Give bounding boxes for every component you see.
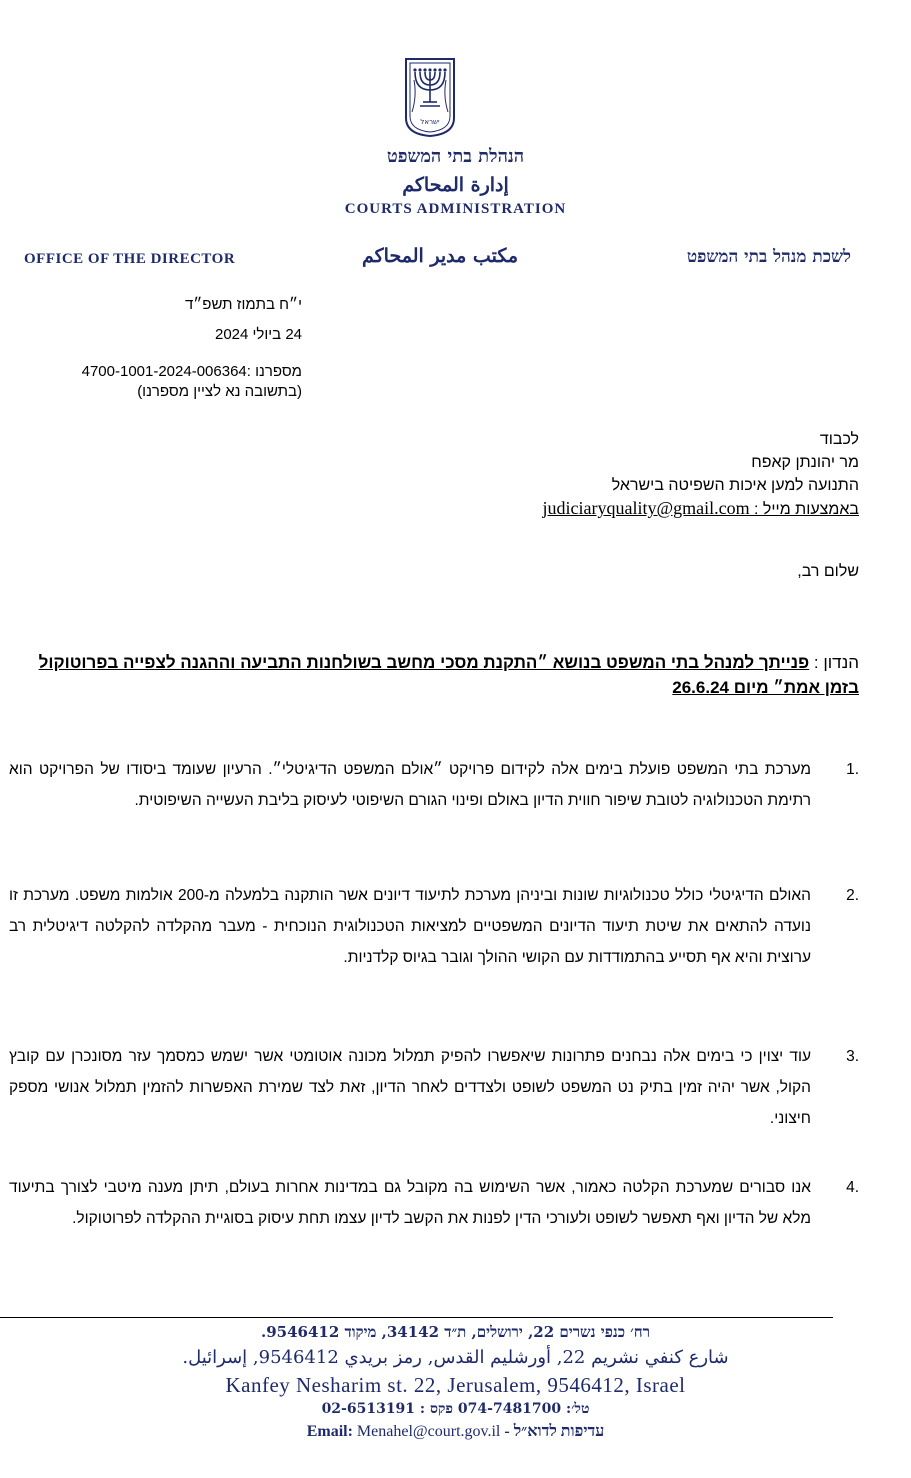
greeting: שלום רב, (797, 563, 859, 580)
org-name-arabic: إدارة المحاكم (402, 174, 509, 196)
footer-address-arabic: شارع كنفي نشريم 22, أورشليم القدس, رمز بريدي 9546412, إسرائيل. (182, 1347, 729, 1368)
footer-phones: טל׳: 074-7481700 פקס : 02-6513191 (321, 1401, 590, 1417)
via-email-label: באמצעות מייל : (754, 501, 859, 518)
subject-label: הנדון : (813, 653, 859, 672)
office-name-hebrew: לשכת מנהל בתי המשפט (686, 247, 851, 267)
paragraph-number: .2 (846, 887, 859, 904)
footer-email-prefix: עדיפות לדוא״ל - (504, 1423, 605, 1440)
recipient-email-link[interactable]: judiciaryquality@gmail.com (542, 498, 750, 518)
paragraph-3 (9, 1041, 859, 1134)
menorah-emblem-icon (403, 56, 457, 138)
office-name-arabic: مكتب مدير المحاكم (361, 245, 518, 267)
office-name-english: OFFICE OF THE DIRECTOR (24, 251, 236, 267)
svg-text:ישראל: ישראל (420, 118, 440, 126)
paragraph-text: מערכת בתי המשפט פועלת בימים אלה לקידום פרויקט ״אולם המשפט הדיגיטלי״. הרעיון שעומד ביסודו של הפרויקט הוא רתימת הטכנולוגיה לטובת שיפור חווית הדיון באולם ופינוי הגורם השיפוטי לעיסוק בליבת העשייה השיפוטית. (9, 761, 811, 809)
footer-address-english: Kanfey Nesharim st. 22, Jerusalem, 9546412, Israel (225, 1373, 686, 1397)
letter-date (185, 290, 302, 350)
recipient-block (543, 428, 859, 521)
org-name-english: COURTS ADMINISTRATION (344, 201, 567, 217)
paragraph-1 (9, 754, 859, 816)
paragraph-text: אנו סבורים שמערכת הקלטה כאמור, אשר השימוש בה מקובל גם במדינות אחרות בעולם, תיתן מענה מיטבי לצורך בתיעוד מלא של הדיון ואף תאפשר לשופט ולעורכי הדין לפנות את הקשב לדיון עצמו תחת עיסוק בסוגיית ההקלדה לפרוטוקול. (9, 1179, 811, 1227)
state-emblem (403, 56, 457, 138)
footer-address-hebrew: רח׳ כנפי נשרים 22, ירושלים, ת״ד 34142, מיקוד 9546412. (260, 1323, 651, 1341)
hebrew-date: י״ח בתמוז תשפ״ד (184, 296, 302, 313)
paragraph-number: .4 (846, 1179, 859, 1196)
org-name-hebrew: הנהלת בתי המשפט (386, 146, 525, 167)
subject-text: פנייתך למנהל בתי המשפט בנושא ״התקנת מסכי מחשב בשולחנות התביעה וההגנה לצפייה בפרוטוקול בזמן אמת״ מיום 26.6.24 (38, 653, 859, 697)
paragraph-4 (9, 1172, 859, 1234)
gregorian-date: 24 ביולי 2024 (214, 326, 302, 343)
paragraph-text: עוד יצוין כי בימים אלה נבחנים פתרונות שיאפשרו להפיק תמלול מכונה אוטומטי אשר ישמש כמסמך עזר מסונכרן עם קובץ הקול, אשר יהיה זמין בתיק נט המשפט לשופט ולצדדים לאחר הדיון, זאת לצד שמירת האפשרות להזמין תמלול אנושי מספק חיצוני. (9, 1048, 811, 1127)
reference-note: (בתשובה נא לציין מספרנו) (137, 383, 302, 400)
paragraph-number: .1 (846, 761, 859, 778)
recipient-organization: התנועה למען איכות השפיטה בישראל (611, 477, 859, 494)
paragraph-text: האולם הדיגיטלי כולל טכנולוגיות שונות וביניהן מערכת לתיעוד דיונים אשר הותקנה בלמעלה מ-200 אולמות משפט. מערכת זו נועדה להתאים את שיטת תיעוד הדיונים המשפטיים למציאות הטכנולוגית הנוכחית - מעבר מהקלדה להקלטה דיגיטלית רב ערוצית והיא אף תסייע בהתמודדות עם הקושי ההולך וגובר בגיוס קלדניות. (9, 887, 811, 966)
recipient-salutation: לכבוד (819, 431, 859, 448)
reference-number: מספרנו :4700-1001-2024-006364 (81, 363, 302, 380)
subject-line (19, 650, 859, 700)
footer-divider (0, 1317, 833, 1318)
recipient-name: מר יהונתן קאפח (751, 454, 859, 471)
recipient-email-line (543, 497, 859, 521)
paragraph-2 (9, 880, 859, 973)
footer-email-label: Email: (306, 1423, 353, 1440)
paragraph-number: .3 (846, 1048, 859, 1065)
reference-block (82, 362, 302, 402)
footer-email-link[interactable]: Menahel@court.gov.il (356, 1423, 501, 1440)
footer-email-line (0, 1423, 911, 1441)
